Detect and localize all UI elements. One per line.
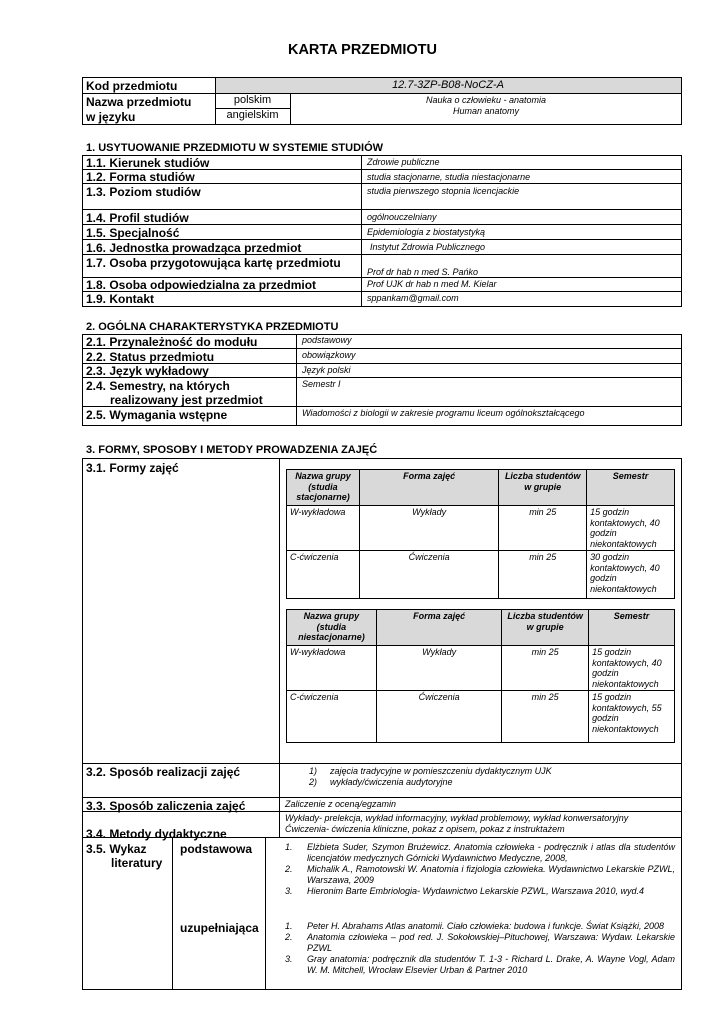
row-label: 1.1. Kierunek studiów xyxy=(86,156,210,170)
row-value: Zdrowie publiczne xyxy=(367,157,440,167)
divider xyxy=(82,763,682,764)
row-value: Semestr I xyxy=(302,379,341,389)
header-cell: Semestr xyxy=(587,470,675,506)
row-label: 1.4. Profil studiów xyxy=(86,211,189,225)
section-2-heading: 2. OGÓLNA CHARAKTERYSTYKA PRZEDMIOTU xyxy=(86,321,339,333)
list-item: 1. Peter H. Abrahams Atlas anatomii. Ciało człowieka: budowa i funkcje. Świat Książki, 2008 xyxy=(285,921,664,931)
table-cell: min 25 xyxy=(499,551,587,599)
row-label: 1.2. Forma studiów xyxy=(86,170,195,184)
row-label: 2.3. Język wykładowy xyxy=(86,364,209,378)
passing-value: Zaliczenie z oceną/egzamin xyxy=(285,799,397,809)
list-item: 2. Michalik A., Ramotowski W. Anatomia i fizjologia człowieka. Wydawnictwo Lekarskie PZWL, Warszawa, 2009 xyxy=(285,864,675,885)
code-label: Kod przedmiotu xyxy=(86,79,178,93)
header-cell: Semestr xyxy=(589,610,675,646)
realization-num: 1) xyxy=(309,766,318,776)
table-cell: min 25 xyxy=(502,691,589,743)
row-label: 1.8. Osoba odpowiedzialna za przedmiot xyxy=(86,278,317,292)
lang-english: angielskim xyxy=(226,109,279,121)
section-3-heading: 3. FORMY, SPOSOBY I METODY PROWADZENIA ZAJĘĆ xyxy=(86,444,378,456)
table-cell: C-ćwiczenia xyxy=(287,551,360,599)
row-label: 1.7. Osoba przygotowująca kartę przedmiotu xyxy=(86,256,341,270)
subject-name-pl: Nauka o człowieku - anatomia xyxy=(425,95,547,105)
row-label: 2.2. Status przedmiotu xyxy=(86,350,215,364)
table-cell: 15 godzin kontaktowych, 40 godzin niekontaktowych xyxy=(589,646,675,691)
row-label: 1.5. Specjalność xyxy=(86,226,180,240)
realization-label: 3.2. Sposób realizacji zajęć xyxy=(86,765,241,779)
row-label: 1.3. Poziom studiów xyxy=(86,185,201,199)
name-label: Nazwa przedmiotu xyxy=(86,95,192,109)
divider xyxy=(82,93,682,94)
header-cell: Nazwa grupy (studia stacjonarne) xyxy=(287,470,360,506)
row-label: 2.1. Przynależność do modułu xyxy=(86,335,258,349)
table-cell: Wykłady xyxy=(376,646,501,691)
passing-label: 3.3. Sposób zaliczenia zajęć xyxy=(86,799,246,813)
section-1-heading: 1. USYTUOWANIE PRZEDMIOTU W SYSTEMIE STUDIÓW xyxy=(86,142,384,154)
supplementary-literature-label: uzupełniająca xyxy=(180,921,259,935)
row-value: ogólnouczelniany xyxy=(367,212,437,222)
table-cell: 15 godzin kontaktowych, 40 godzin niekontaktowych xyxy=(587,506,675,551)
table-cell: Ćwiczenia xyxy=(376,691,501,743)
row-value: Prof UJK dr hab n med M. Kielar xyxy=(367,279,497,289)
divider xyxy=(82,797,682,798)
forms-label: 3.1. Formy zajęć xyxy=(86,461,179,475)
table-cell: min 25 xyxy=(502,646,589,691)
row-value: Język polski xyxy=(302,365,351,375)
table-cell: 30 godzin kontaktowych, 40 godzin niekontaktowych xyxy=(587,551,675,599)
row-label: 1.6. Jednostka prowadząca przedmiot xyxy=(86,241,302,255)
header-cell: Liczba studentów w grupie xyxy=(502,610,589,646)
code-value: 12.7-3ZP-B08-NoCZ-A xyxy=(392,79,504,91)
lang-polish: polskim xyxy=(233,94,272,106)
forms-table-stationary xyxy=(286,469,675,599)
methods-value: Ćwiczenia- ćwiczenia kliniczne, pokaz z opisem, pokaz z instruktażem xyxy=(285,824,565,834)
basic-literature-list xyxy=(277,842,675,897)
header-cell: Liczba studentów w grupie xyxy=(499,470,587,506)
page-title: KARTA PRZEDMIOTU xyxy=(287,42,437,58)
row-value: obowiązkowy xyxy=(302,350,356,360)
table-cell: Ćwiczenia xyxy=(359,551,498,599)
row-value: podstawowy xyxy=(302,335,352,345)
row-label: 1.9. Kontakt xyxy=(86,292,155,306)
divider xyxy=(82,209,682,210)
row-value: studia pierwszego stopnia licencjackie xyxy=(367,186,520,196)
supplementary-literature-list xyxy=(277,921,675,976)
list-item: 1. Elżbieta Suder, Szymon Brużewicz. Anatomia człowieka - podręcznik i atlas dla studentów licencjatów medycznych Górnicki Wydawnictwo Medyczne, 2008, xyxy=(285,842,675,863)
table-cell: Wykłady xyxy=(359,506,498,551)
realization-item: wykłady/ćwiczenia audytoryjne xyxy=(330,777,453,787)
row-label: 2.5. Wymagania wstępne xyxy=(86,408,228,422)
header-cell: Forma zajęć xyxy=(359,470,498,506)
list-item: 3. Hieronim Barte Embriologia- Wydawnictwo Lekarskie PZWL, Warszawa 2010, wyd.4 xyxy=(285,886,644,896)
divider xyxy=(265,837,266,990)
realization-num: 2) xyxy=(309,777,318,787)
forms-table-nonstationary xyxy=(286,609,675,743)
row-value: Prof dr hab n med S. Pańko xyxy=(367,267,479,277)
row-value: Instytut Zdrowia Publicznego xyxy=(370,242,486,252)
divider xyxy=(279,458,280,837)
list-item: 2. Anatomia człowieka – pod red. J. Sokołowskiej–Pituchowej, Warszawa: Wydaw. Lekarskie PZWL xyxy=(285,932,675,953)
row-value: studia stacjonarne, studia niestacjonarne xyxy=(367,172,531,182)
header-cell: Forma zajęć xyxy=(376,610,501,646)
list-item: 3. Gray anatomia: podręcznik dla studentów T. 1-3 - Richard L. Drake, A. Wayne Vogl, Adam W. M. Mitchell, Wrocław Elsevier Urban & Partner 2010 xyxy=(285,954,675,975)
basic-literature-label: podstawowa xyxy=(180,842,253,856)
methods-label: 3.4. Metody dydaktyczne xyxy=(86,827,227,841)
methods-value: Wykłady- prelekcja, wykład informacyjny, wykład problemowy, wykład konwersatoryjny xyxy=(285,813,629,823)
table-cell: W-wykładowa xyxy=(287,506,360,551)
table-cell: 15 godzin kontaktowych, 55 godzin niekontaktowych xyxy=(589,691,675,743)
header-cell: Nazwa grupy (studia niestacjonarne) xyxy=(287,610,377,646)
table-cell: min 25 xyxy=(499,506,587,551)
table-cell: C-ćwiczenia xyxy=(287,691,377,743)
literature-label-cont: literatury xyxy=(111,856,163,870)
row-value: sppankam@gmail.com xyxy=(367,293,459,303)
row-value: Epidemiologia z biostatystyką xyxy=(367,227,486,237)
divider xyxy=(172,837,173,990)
row-label: 2.4. Semestry, na których xyxy=(86,379,230,393)
realization-item: zajęcia tradycyjne w pomieszczeniu dydaktycznym UJK xyxy=(330,766,552,776)
row-value: Wiadomości z biologii w zakresie programu liceum ogólnokształcącego xyxy=(302,408,585,418)
literature-label: 3.5. Wykaz xyxy=(86,842,147,856)
table-cell: W-wykładowa xyxy=(287,646,377,691)
divider xyxy=(361,155,362,307)
row-label-cont: realizowany jest przedmiot xyxy=(110,393,263,407)
subject-name-en: Human anatomy xyxy=(452,106,520,116)
name-label-lang: w języku xyxy=(86,110,136,124)
